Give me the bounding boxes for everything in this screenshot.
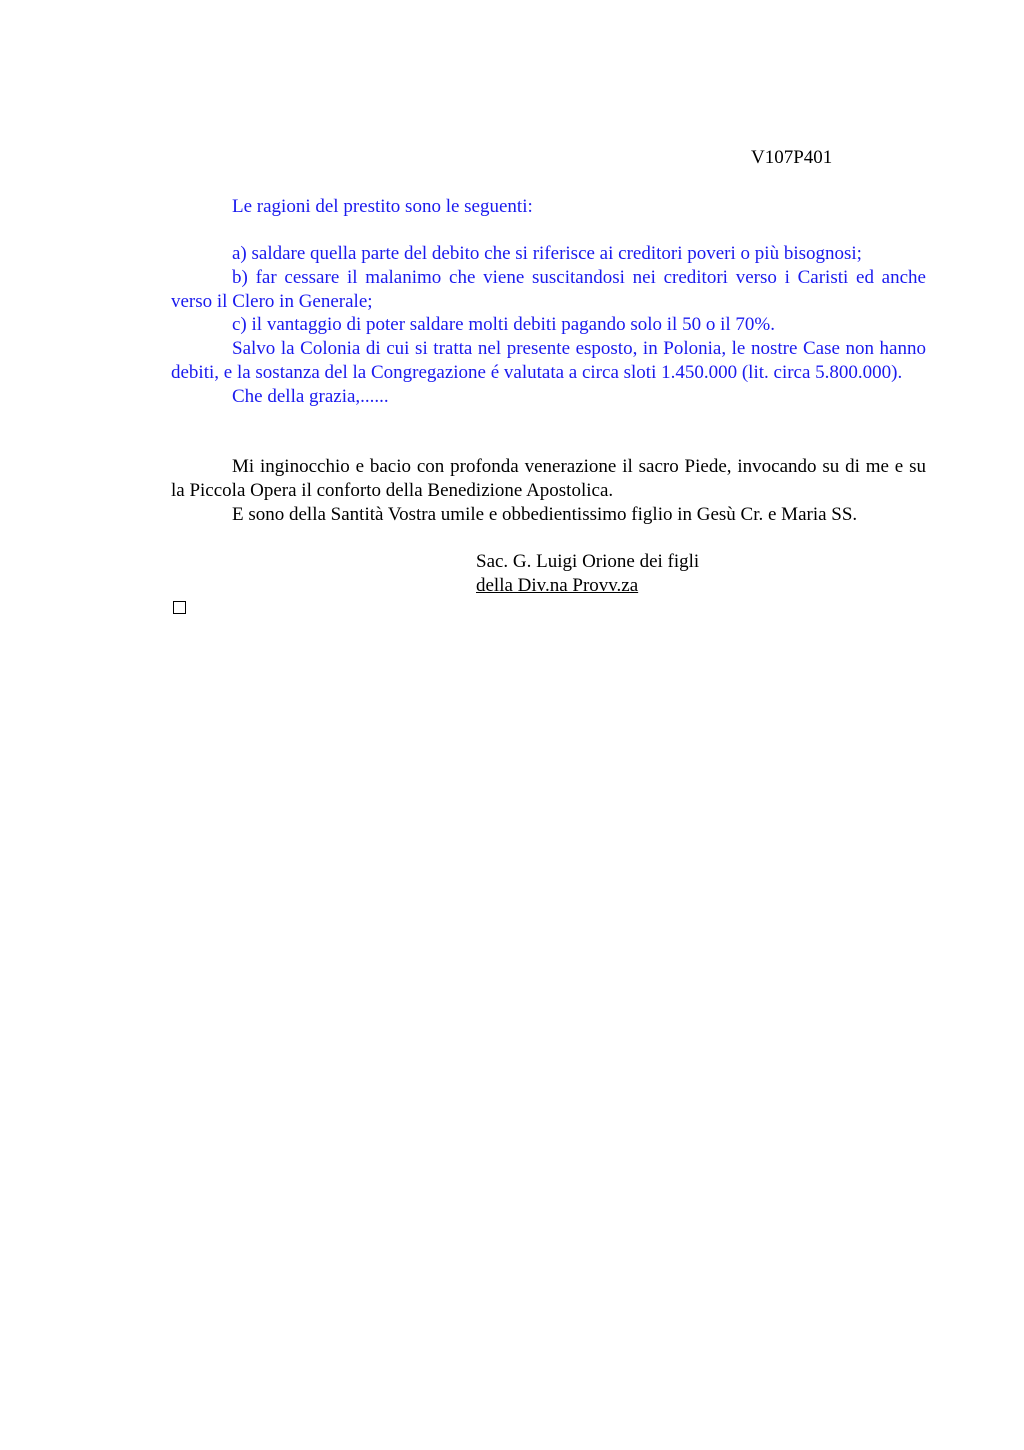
signature-line-1: Sac. G. Luigi Orione dei figli [476,551,700,572]
reason-c: c) il vantaggio di poter saldare molti debiti pagando solo il 50 o il 70%. [232,314,775,336]
signature-block [476,550,699,598]
reason-b: b) far cessare il malanimo che viene suscitandosi nei creditori verso i Caristi ed anche verso il Clero in Generale; [171,266,926,312]
reasons-section [171,242,926,409]
signature-line-2: della Div.na Provv.za [476,575,639,596]
intro-section [171,195,926,219]
reason-a: a) saldare quella parte del debito che si riferisce ai creditori poveri o più bisognosi; [232,243,862,264]
closing-section [171,455,926,526]
colonia-paragraph: Salvo la Colonia di cui si tratta nel presente esposto, in Polonia, le nostre Case non hanno debiti, e la sostanza del la Congregazione é valutata a circa sloti 1.450.000 (lit. circa 5.800.000). [171,338,926,383]
closing-paragraph-2: E sono della Santità Vostra umile e obbedientissimo figlio in Gesù Cr. e Maria SS. [232,503,858,525]
intro-paragraph: Le ragioni del prestito sono le seguenti: [232,196,533,217]
document-reference: V107P401 [751,147,833,168]
grazia-paragraph: Che della grazia,...... [232,385,389,407]
closing-paragraph-1: Mi inginocchio e bacio con profonda venerazione il sacro Piede, invocando su di me e su la Piccola Opera il conforto della Benedizione Apostolica. [171,456,926,501]
checkbox-square-icon [173,601,186,614]
